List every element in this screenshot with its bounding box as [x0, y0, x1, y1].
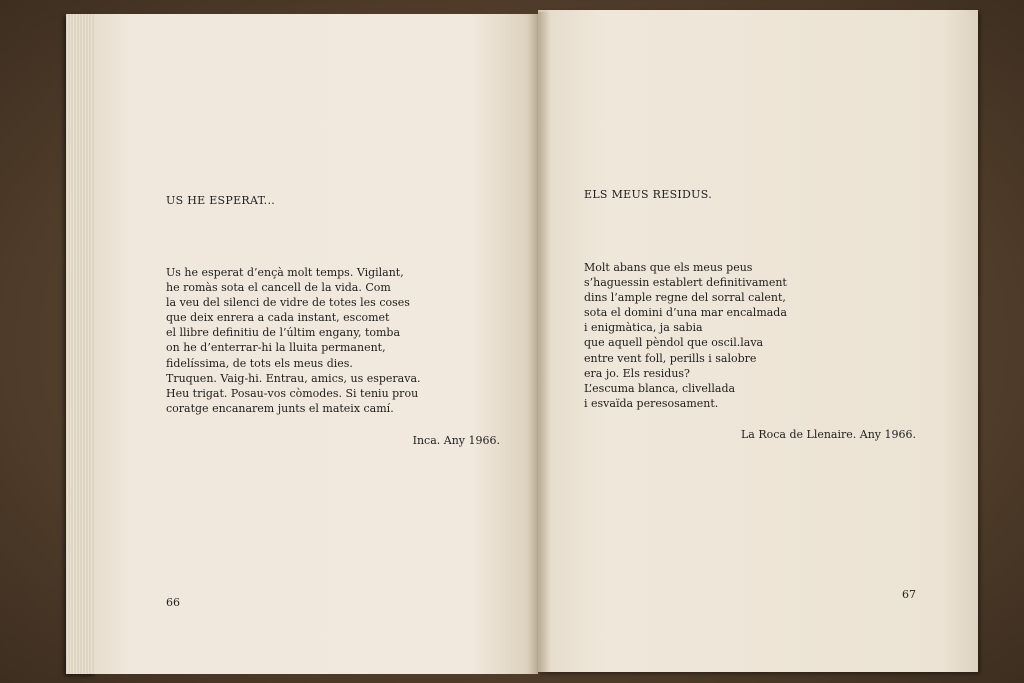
poem-line: entre vent foll, perills i salobre	[584, 351, 757, 365]
left-page	[94, 14, 538, 674]
right-page-number: 67	[902, 588, 916, 601]
left-poem-title: US HE ESPERAT...	[166, 194, 276, 207]
poem-line: era jo. Els residus?	[584, 366, 690, 380]
poem-line: s’haguessin establert definitivament	[584, 276, 787, 290]
poem-line: he romàs sota el cancell de la vida. Com	[166, 281, 391, 295]
right-poem-body	[584, 260, 787, 411]
poem-line: dins l’ample regne del sorral calent,	[584, 291, 786, 305]
right-poem-signature: La Roca de Llenaire. Any 1966.	[740, 428, 916, 441]
left-poem-body	[166, 265, 421, 416]
poem-line: L’escuma blanca, clivellada	[584, 381, 736, 395]
poem-line: Molt abans que els meus peus	[584, 261, 753, 274]
right-poem-title: ELS MEUS RESIDUS.	[584, 188, 712, 201]
poem-line: Heu trigat. Posau-vos còmodes. Si teniu prou	[166, 386, 419, 400]
poem-line: i esvaïda peresosament.	[584, 396, 719, 410]
poem-line: fidelíssima, de tots els meus dies.	[166, 356, 353, 370]
poem-line: la veu del silenci de vidre de totes les coses	[166, 296, 410, 310]
open-book	[66, 10, 980, 672]
poem-line: on he d’enterrar-hi la lluita permanent,	[166, 341, 386, 355]
left-page-number: 66	[166, 596, 180, 609]
poem-line: coratge encanarem junts el mateix camí.	[166, 401, 394, 415]
poem-line: sota el domini d’una mar encalmada	[584, 306, 787, 320]
poem-line: que deix enrera a cada instant, escomet	[166, 311, 390, 325]
poem-line: que aquell pèndol que oscil.lava	[584, 336, 764, 350]
poem-line: Truquen. Vaig-hi. Entrau, amics, us esperava.	[166, 371, 421, 385]
poem-line: i enigmàtica, ja sabia	[584, 321, 703, 335]
right-page	[538, 10, 978, 672]
page-edges	[66, 14, 96, 674]
left-poem-signature: Inca. Any 1966.	[412, 434, 500, 447]
poem-line: Us he esperat d’ençà molt temps. Vigilant,	[166, 266, 404, 279]
poem-line: el llibre definitiu de l’últim engany, tomba	[166, 326, 401, 340]
